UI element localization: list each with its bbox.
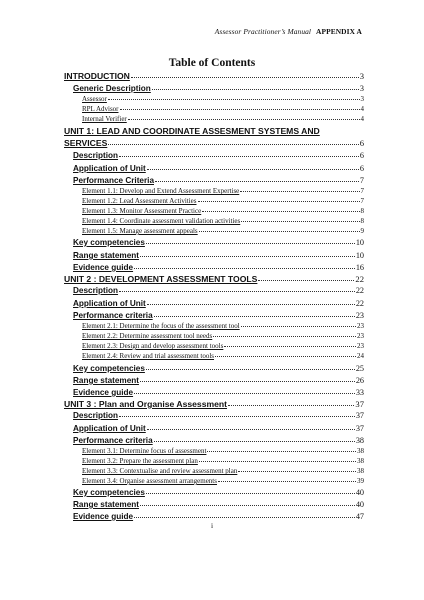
toc-entry[interactable] xyxy=(73,164,364,173)
toc-dot-leader xyxy=(240,191,359,192)
toc-entry-title: Element 2.1: Determine the focus of the assessment tool xyxy=(82,322,240,330)
toc-entry[interactable] xyxy=(73,151,364,160)
toc-page-number: 39 xyxy=(357,477,364,485)
toc-entry[interactable] xyxy=(73,488,364,497)
toc-page-number: 10 xyxy=(355,238,364,247)
toc-entry-title: Application of Unit xyxy=(73,424,146,433)
toc-dot-leader xyxy=(154,441,355,442)
toc-entry[interactable] xyxy=(64,71,364,81)
toc-dot-leader xyxy=(154,316,355,317)
toc-dot-leader xyxy=(147,169,359,170)
toc-dot-leader xyxy=(134,517,355,518)
page-number: i xyxy=(210,521,214,530)
toc-entry-title: Application of Unit xyxy=(73,164,146,173)
toc-dot-leader xyxy=(258,280,354,281)
toc-page-number: 6 xyxy=(359,138,364,148)
toc-entry-title: Assessor xyxy=(82,95,107,103)
toc-entry-title: Element 2.3: Design and develop assessment tools xyxy=(82,342,224,350)
toc-entry[interactable] xyxy=(82,187,364,195)
toc-entry-title: Description xyxy=(73,286,119,295)
toc-dot-leader xyxy=(228,405,354,406)
toc-page-number: 26 xyxy=(355,376,364,385)
toc-dot-leader xyxy=(146,493,355,494)
toc-entry-title: Element 1.5: Manage assessment appeals xyxy=(82,227,198,235)
manual-title: Assessor Practitioner’s Manual xyxy=(214,27,312,36)
toc-dot-leader xyxy=(120,109,360,110)
toc-page-number: 4 xyxy=(360,115,364,123)
toc-page-number: 37 xyxy=(355,424,364,433)
toc-dot-leader xyxy=(147,304,355,305)
toc-dot-leader xyxy=(199,461,356,462)
toc-entry[interactable] xyxy=(82,322,364,330)
toc-entry-title: Performance Criteria xyxy=(73,176,154,185)
toc-entry-title: Evidence guide xyxy=(73,512,134,521)
toc-entry[interactable] xyxy=(82,352,364,360)
toc-page-number: 3 xyxy=(359,71,364,81)
toc-dot-leader xyxy=(128,119,360,120)
toc-entry-title: Element 3.3: Contextualise and review assessment plan xyxy=(82,467,238,475)
toc-entry[interactable] xyxy=(82,332,364,340)
toc-dot-leader xyxy=(108,99,360,100)
toc-entry[interactable] xyxy=(73,238,364,247)
toc-entry-title: Key competencies xyxy=(73,488,145,497)
toc-page-number: 38 xyxy=(355,436,364,445)
toc-entry-title: Performance criteria xyxy=(73,311,153,320)
toc-entry-title: Element 3.2: Prepare the assessment plan xyxy=(82,457,198,465)
toc-entry-title: Range statement xyxy=(73,500,139,509)
toc-entry-title: Evidence guide xyxy=(73,263,134,272)
toc-entry-title: Generic Description xyxy=(73,84,151,93)
toc-entry-title: Range statement xyxy=(73,251,139,260)
toc-dot-leader xyxy=(131,77,359,78)
toc-dot-leader xyxy=(134,268,355,269)
toc-dot-leader xyxy=(134,393,355,394)
toc-dot-leader xyxy=(218,481,356,482)
toc-entry-title: Application of Unit xyxy=(73,299,146,308)
toc-entry-title: Key competencies xyxy=(73,238,145,247)
toc-entry[interactable] xyxy=(73,424,364,433)
toc-dot-leader xyxy=(241,326,356,327)
toc-page-number: 23 xyxy=(357,342,364,350)
toc-page-number: 23 xyxy=(355,311,364,320)
toc-entry-title: Element 3.4: Organise assessment arrangements xyxy=(82,477,217,485)
toc-dot-leader xyxy=(119,156,359,157)
toc-entry[interactable] xyxy=(73,364,364,373)
toc-entry[interactable] xyxy=(82,207,364,215)
toc-entry-title: Element 1.2: Lead Assessment Activities xyxy=(82,197,197,205)
toc-page-number: 24 xyxy=(357,352,364,360)
toc-page-number: 10 xyxy=(355,251,364,260)
toc-entry-title: Performance criteria xyxy=(73,436,153,445)
toc-heading: Table of Contents xyxy=(168,57,256,69)
toc-page-number: 22 xyxy=(355,299,364,308)
toc-entry[interactable] xyxy=(82,105,364,113)
toc-page-number: 6 xyxy=(359,164,364,173)
toc-dot-leader xyxy=(155,181,359,182)
toc-entry[interactable] xyxy=(73,286,364,295)
toc-dot-leader xyxy=(146,243,355,244)
toc-entry[interactable] xyxy=(64,126,364,136)
toc-page-number: 8 xyxy=(360,217,364,225)
toc-dot-leader xyxy=(207,451,356,452)
toc-page-number: 9 xyxy=(360,227,364,235)
toc-page-number: 23 xyxy=(357,322,364,330)
toc-page-number: 7 xyxy=(360,187,364,195)
toc-page-number: 23 xyxy=(357,332,364,340)
toc-dot-leader xyxy=(119,291,355,292)
toc-page-number: 38 xyxy=(357,457,364,465)
toc-entry[interactable] xyxy=(73,512,364,521)
toc-entry-title: Key competencies xyxy=(73,364,145,373)
toc-dot-leader xyxy=(202,211,359,212)
toc-entry[interactable] xyxy=(73,500,364,509)
toc-entry-title: Range statement xyxy=(73,376,139,385)
toc-entry[interactable] xyxy=(64,274,364,284)
toc-dot-leader xyxy=(224,346,356,347)
toc-dot-leader xyxy=(140,256,355,257)
toc-page-number: 40 xyxy=(355,488,364,497)
appendix-label: APPENDIX A xyxy=(316,27,362,36)
toc-dot-leader xyxy=(241,221,359,222)
toc-page-number: 37 xyxy=(355,399,364,409)
toc-entry-title: UNIT 1: LEAD AND COORDINATE ASSESMENT SYSTEMS AND xyxy=(64,126,320,136)
toc-entry[interactable] xyxy=(82,95,364,103)
toc-page-number: 7 xyxy=(359,176,364,185)
toc-entry[interactable] xyxy=(82,197,364,205)
toc-entry[interactable] xyxy=(73,84,364,93)
toc-entry-title: RPL Advisor xyxy=(82,105,119,113)
toc-entry-title: INTRODUCTION xyxy=(64,71,130,81)
toc-entry[interactable] xyxy=(73,263,364,272)
toc-dot-leader xyxy=(119,416,355,417)
toc-dot-leader xyxy=(152,89,359,90)
toc-entry[interactable] xyxy=(73,388,364,397)
toc-entry-title: Element 1.4: Coordinate assessment validation activities xyxy=(82,217,241,225)
toc-page-number: 22 xyxy=(355,286,364,295)
toc-entry[interactable] xyxy=(73,436,364,445)
toc-entry-title: Description xyxy=(73,411,119,420)
toc-entry-title: Element 2.2: Determine assessment tool needs xyxy=(82,332,213,340)
toc-entry[interactable] xyxy=(82,217,364,225)
toc-page-number: 16 xyxy=(355,263,364,272)
toc-entry[interactable] xyxy=(82,447,364,455)
toc-entry[interactable] xyxy=(82,477,364,485)
toc-entry-title: Element 1.1: Develop and Extend Assessment Expertise xyxy=(82,187,240,195)
toc-entry[interactable] xyxy=(73,411,364,420)
toc-entry-title: UNIT 3 : Plan and Organise Assessment xyxy=(64,399,228,409)
toc-entry-title: Description xyxy=(73,151,119,160)
toc-entry-title: SERVICES xyxy=(64,138,108,148)
toc-page-number: 22 xyxy=(355,274,364,284)
toc-dot-leader xyxy=(215,356,356,357)
toc-entry[interactable] xyxy=(82,227,364,235)
toc-entry-title: Element 2.4: Review and trial assessment tools xyxy=(82,352,215,360)
toc-page-number: 37 xyxy=(355,411,364,420)
toc-entry-title: Internal Verifier xyxy=(82,115,127,123)
toc-page-number: 8 xyxy=(360,207,364,215)
toc-dot-leader xyxy=(198,201,360,202)
toc-dot-leader xyxy=(238,471,356,472)
toc-entry[interactable] xyxy=(82,115,364,123)
toc-dot-leader xyxy=(146,369,355,370)
toc-page-number: 38 xyxy=(357,467,364,475)
toc-entry[interactable] xyxy=(73,376,364,385)
toc-page-number: 7 xyxy=(360,197,364,205)
toc-dot-leader xyxy=(108,144,358,145)
toc-page-number: 25 xyxy=(355,364,364,373)
toc-entry[interactable] xyxy=(73,176,364,185)
toc-dot-leader xyxy=(147,429,355,430)
toc-entry[interactable] xyxy=(73,251,364,260)
toc-entry-title: Evidence guide xyxy=(73,388,134,397)
toc-entry[interactable] xyxy=(64,399,364,409)
toc-page-number: 3 xyxy=(360,95,364,103)
toc-entry-title: UNIT 2 : DEVELOPMENT ASSESSMENT TOOLS xyxy=(64,274,258,284)
toc-entry[interactable] xyxy=(82,467,364,475)
toc-entry-title: Element 1.3: Monitor Assessment Practice xyxy=(82,207,202,215)
toc-page-number: 40 xyxy=(355,500,364,509)
toc-page-number: 4 xyxy=(360,105,364,113)
toc-page-number: 3 xyxy=(359,84,364,93)
toc-entry[interactable] xyxy=(82,342,364,350)
toc-dot-leader xyxy=(213,336,356,337)
toc-page-number: 38 xyxy=(357,447,364,455)
toc-entry[interactable] xyxy=(73,311,364,320)
toc-dot-leader xyxy=(140,381,355,382)
toc-entry[interactable] xyxy=(82,457,364,465)
toc-entry-title: Element 3.1: Determine focus of assessment xyxy=(82,447,207,455)
toc-page-number: 33 xyxy=(355,388,364,397)
toc-page-number: 6 xyxy=(359,151,364,160)
toc-page-number: 47 xyxy=(355,512,364,521)
toc-dot-leader xyxy=(199,231,360,232)
toc-dot-leader xyxy=(140,505,355,506)
toc-entry[interactable] xyxy=(73,299,364,308)
toc-entry[interactable] xyxy=(64,138,364,148)
running-header xyxy=(215,27,362,36)
